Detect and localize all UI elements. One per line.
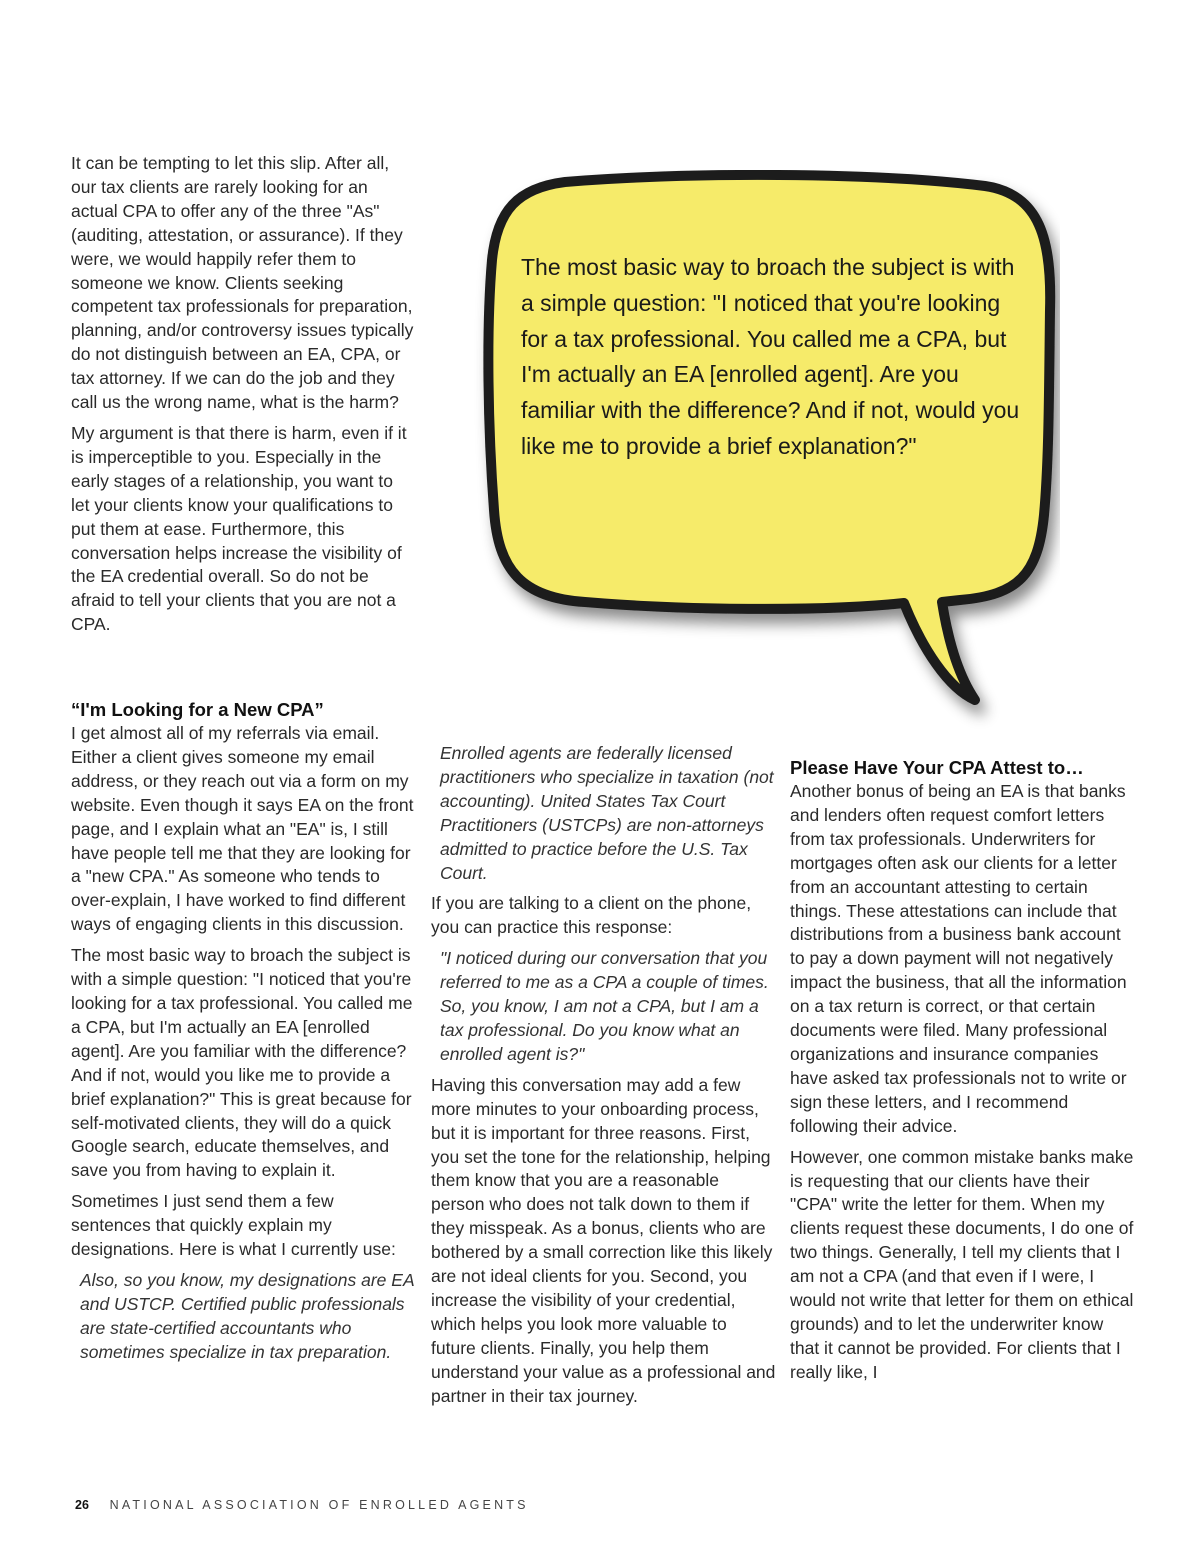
new-cpa-paragraph-2: The most basic way to broach the subject is with a simple question: "I noticed that you're looking for a tax professional. You called me a CPA, but I'm actually an EA [enrolled agent]. Are you familiar with the difference? And if not, would you like me to provide a brief explanation?" This is great because for self-motivated clients, they will do a quick Google search, educate themselves, and save you from having to explain it. (71, 945, 413, 1181)
intro-column (71, 152, 416, 644)
pull-quote: The most basic way to broach the subject is with a simple question: "I noticed that you're looking for a tax professional. You called me a CPA, but I'm actually an EA [enrolled agent]. Are you familiar with the difference? And if not, would you like me to provide a brief explanation?" (521, 254, 1020, 459)
section-cpa-attest (790, 756, 1135, 1392)
section-heading-new-cpa: “I'm Looking for a New CPA” (71, 699, 324, 720)
designation-quote: Also, so you know, my designations are EA and USTCP. Certified public professionals are state-certified accountants who sometimes specialize in tax preparation. (80, 1269, 414, 1362)
publication-name: NATIONAL ASSOCIATION OF ENROLLED AGENTS (109, 1498, 529, 1512)
new-cpa-paragraph-1: I get almost all of my referrals via email. Either a client gives someone my email address, or they reach out via a form on my website. Even though it says EA on the front page, and I explain what an "EA" is, I still have people tell me that they are looking for a "new CPA." As someone who tends to over-explain, I have worked to find different ways of engaging clients in this discussion. (71, 723, 414, 935)
new-cpa-paragraph-3: Sometimes I just send them a few sentences that quickly explain my designations. Here is what I currently use: (71, 1191, 396, 1260)
middle-column (431, 742, 776, 1415)
page-footer (75, 1498, 529, 1512)
attest-paragraph-2: However, one common mistake banks make is requesting that our clients have their "CPA" write the letter for them. When my clients request these documents, I do one of two things. Generally, I tell my clients that I am not a CPA (and that even if I were, I would not write that letter for them on ethical grounds) and to let the underwriter know that it cannot be provided. For clients that I really like, I (790, 1146, 1134, 1382)
section-new-cpa (71, 698, 416, 1372)
section-heading-cpa-attest: Please Have Your CPA Attest to… (790, 757, 1084, 778)
enrolled-agent-definition-quote: Enrolled agents are federally licensed practitioners who specialize in taxation (not accounting). United States Tax Court Practitioners (USTCPs) are non-attorneys admitted to practice before the U.S. Tax Court. (440, 743, 774, 883)
phone-paragraph: If you are talking to a client on the phone, you can practice this response: (431, 893, 752, 938)
intro-paragraph-2: My argument is that there is harm, even if it is imperceptible to you. Especially in the early stages of a relationship, you want to let your clients know your qualifications to put them at ease. Furthermore, this conversation helps increase the visibility of the EA credential overall. So do not be afraid to tell your clients that you are not a CPA. (71, 422, 407, 635)
intro-paragraph-1: It can be tempting to let this slip. After all, our tax clients are rarely looking for an actual CPA to offer any of the three "As" (auditing, attestation, or assurance). If they were, we would happily refer them to someone we know. Clients seeking competent tax professionals for preparation, planning, and/or controversy issues typically do not distinguish between an EA, CPA, or tax attorney. If we can do the job and they call us the wrong name, what is the harm? (71, 153, 414, 413)
reasons-paragraph: Having this conversation may add a few more minutes to your onboarding process, but it is important for three reasons. First, you set the tone for the relationship, helping them know that you are a reasonable person who does not talk down to them if they misspeak. As a bonus, clients who are bothered by a small correction like this likely are not ideal clients for you. Second, you increase the visibility of your credential, which helps you look more valuable to future clients. Finally, you help them understand your value as a professional and partner in their tax journey. (431, 1074, 776, 1406)
page-number: 26 (75, 1498, 89, 1512)
attest-paragraph-1: Another bonus of being an EA is that banks and lenders often request comfort letters from tax professionals. Underwriters for mortgages often ask our clients for a letter from an accountant attesting to certain things. These attestations can include that distributions from a business bank account to pay a down payment will not negatively impact the business, that all the information on a tax return is correct, or that certain documents were filed. Many professional organizations and insurance companies have asked tax professionals not to write or sign these letters, and I recommend following their advice. (790, 781, 1127, 1136)
phone-response-quote: "I noticed during our conversation that you referred to me as a CPA a couple of times. So, you know, I am not a CPA, but I am a tax professional. Do you know what an enrolled agent is?" (440, 948, 769, 1064)
